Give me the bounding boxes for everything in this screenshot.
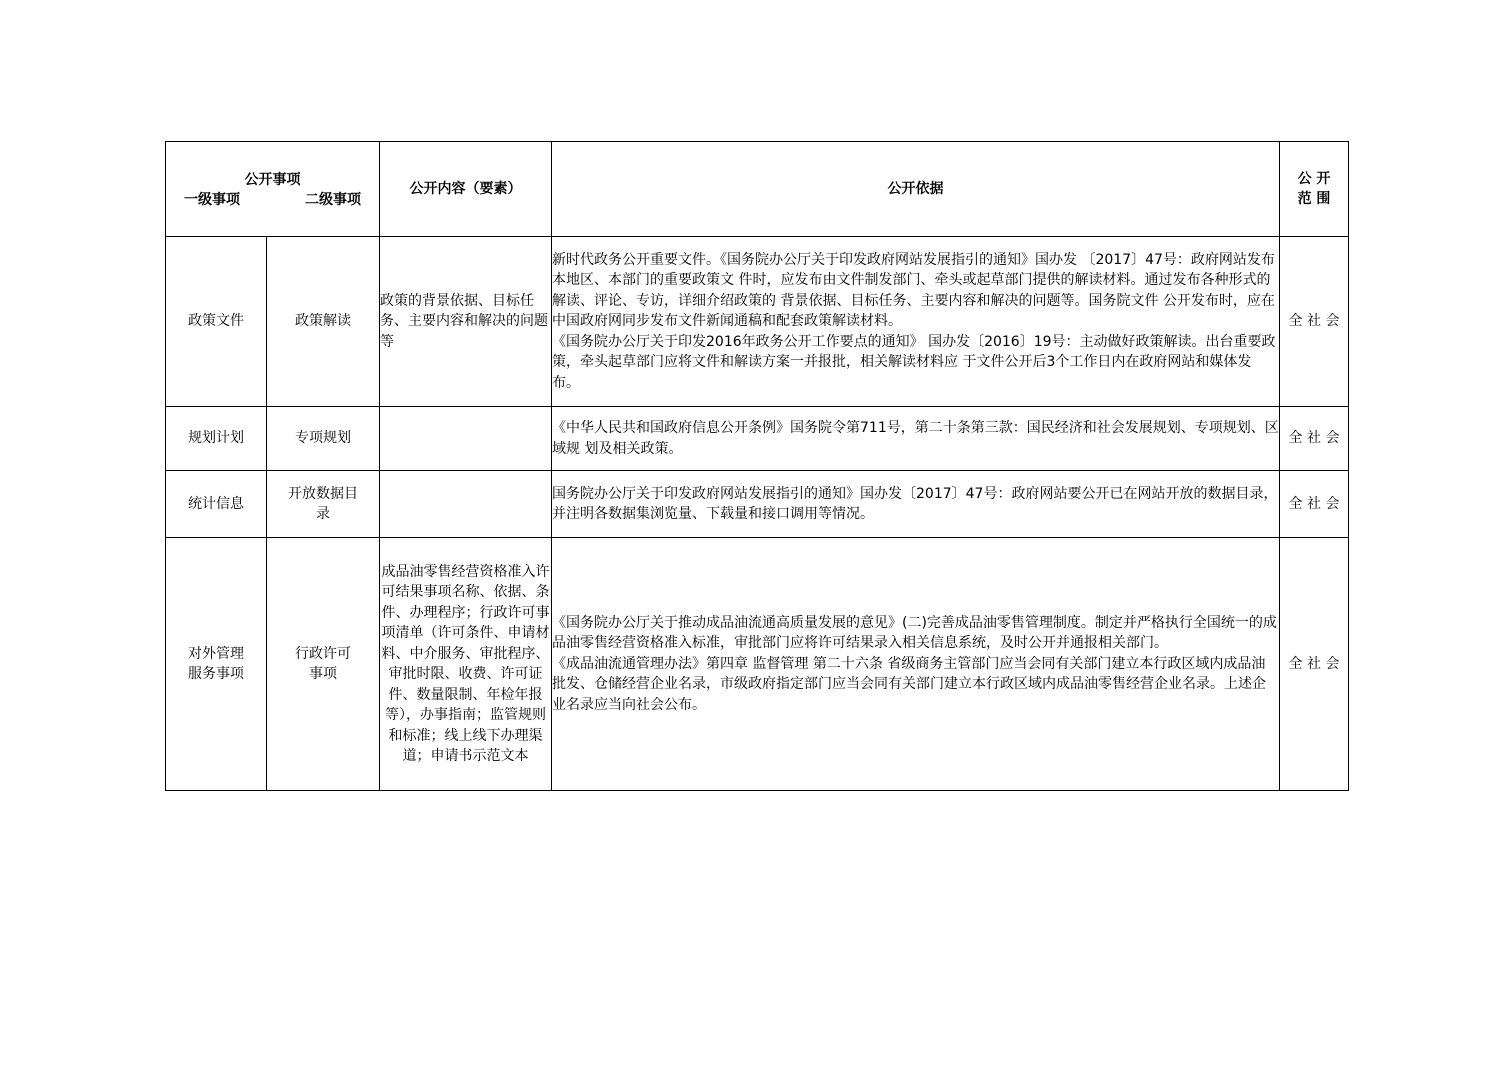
basis-paragraph: 《国务院办公厅关于推动成品油流通高质量发展的意见》(二)完善成品油零售管理制度。制定并严格执行全国统一的成品油零售经营资格准入标准，审批部门应将许可结果录入相关信息系统，及时公开并通报相关部门。	[552, 614, 1277, 652]
header-basis: 公开依据	[552, 142, 1280, 237]
row-content: 成品油零售经营资格准入许可结果事项名称、依据、条件、办理程序；行政许可事项清单（许可条件、申请材料、中介服务、审批程序、审批时限、收费、许可证件、数量限制、年检年报等），办事指南；监管规则和标准；线上线下办理渠道；申请书示范文本	[380, 538, 552, 791]
row-level2	[267, 538, 380, 791]
row-level2: 专项规划	[267, 407, 380, 471]
row-level1	[166, 538, 267, 791]
basis-paragraph: 《中华人民共和国政府信息公开条例》国务院令第711号，第二十条第三款：国民经济和社会发展规划、专项规划、区域规 划及相关政策。	[552, 420, 1279, 457]
header-level2: 二级事项	[305, 192, 361, 208]
row-content	[380, 407, 552, 471]
header-item-title: 公开事项	[244, 171, 301, 188]
row-scope: 全 社 会	[1280, 237, 1349, 407]
row-level2-text: 行政许可事项	[295, 645, 351, 682]
table-row	[166, 407, 1349, 471]
table-row	[166, 237, 1349, 407]
basis-paragraph: 新时代政务公开重要文件。《国务院办公厅关于印发政府网站发展指引的通知》国办发 〔2017〕47号：政府网站发布本地区、本部门的重要政策文 件时，应发布由文件制发部门、牵头或起草部门提供的解读材料。通过发布各种形式的解读、评论、专访，详细介绍政策的 背景依据、目标任务、主要内容和解决的问题等。国务院文件 公开发布时，应在中国政府网同步发布文件新闻通稿和配套政策解读材料。	[552, 251, 1275, 330]
row-scope: 全 社 会	[1280, 407, 1349, 471]
row-basis	[552, 538, 1280, 791]
header-sub-labels	[166, 190, 379, 211]
row-level2-text: 开放数据目录	[288, 485, 358, 522]
table-row	[166, 471, 1349, 538]
row-level1: 规划计划	[166, 407, 267, 471]
disclosure-table	[165, 141, 1349, 791]
header-scope-line1: 公 开	[1297, 170, 1331, 187]
row-content	[380, 471, 552, 538]
row-level1: 政策文件	[166, 237, 267, 407]
header-scope-line2: 范 围	[1297, 191, 1331, 207]
row-scope: 全 社 会	[1280, 471, 1349, 538]
basis-paragraph: 国务院办公厅关于印发政府网站发展指引的通知》国办发〔2017〕47号：政府网站要公开已在网站开放的数据目录， 并注明各数据集浏览量、下载量和接口调用等情况。	[552, 485, 1278, 522]
row-basis	[552, 407, 1280, 471]
basis-paragraph: 《国务院办公厅关于印发2016年政务公开工作要点的通知》 国办发〔2016〕19号：主动做好政策解读。出台重要政策，牵头起草部门应将文件和解读方案一并报批，相关解读材料应 于文件公开后3个工作日内在政府网站和媒体发布。	[552, 333, 1276, 391]
header-content: 公开内容（要素）	[380, 142, 552, 237]
header-row	[166, 142, 1349, 237]
row-basis	[552, 471, 1280, 538]
row-level1: 统计信息	[166, 471, 267, 538]
row-level2	[267, 471, 380, 538]
basis-paragraph: 《成品油流通管理办法》第四章 监督管理 第二十六条 省级商务主管部门应当会同有关部门建立本行政区域内成品油批发、仓储经营企业名录，市级政府指定部门应当会同有关部门建立本行政区域内成品油零售经营企业名录。上述企业名录应当向社会公布。	[552, 655, 1266, 713]
row-scope: 全 社 会	[1280, 538, 1349, 791]
table-row	[166, 538, 1349, 791]
header-scope	[1280, 142, 1349, 237]
row-level1-text: 对外管理服务事项	[188, 645, 244, 682]
row-basis	[552, 237, 1280, 407]
row-level2: 政策解读	[267, 237, 380, 407]
row-content: 政策的背景依据、目标任务、主要内容和解决的问题等	[380, 237, 552, 407]
header-item-cell	[166, 142, 380, 237]
header-level1: 一级事项	[184, 192, 240, 208]
